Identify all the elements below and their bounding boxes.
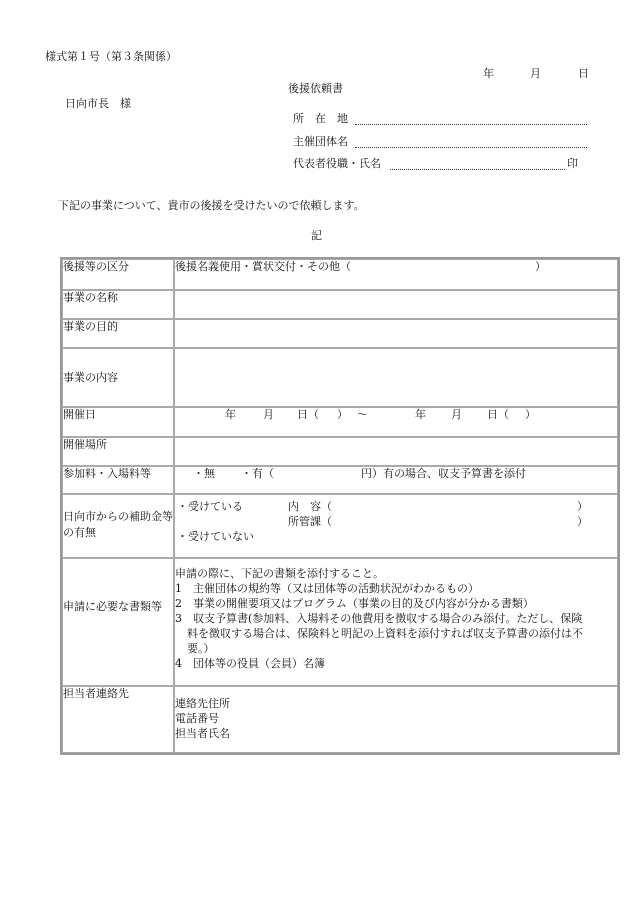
form-number: 様式第１号（第３条関係）	[45, 50, 177, 63]
subsidy-close2: ）	[577, 515, 588, 528]
documents-item-3: 3 収支予算書(参加料、入場料その他費用を徴収する場合のみ添付。ただし、保険	[175, 612, 583, 625]
category-label: 後援等の区分	[62, 259, 174, 290]
date-c1: ）	[337, 408, 348, 421]
subsidy-value	[174, 494, 618, 558]
date-month: 月	[530, 67, 541, 80]
table-row-category	[62, 259, 618, 290]
date-m2: 月	[451, 408, 462, 421]
event-name-label: 事業の名称	[62, 290, 174, 319]
date-y2: 年	[415, 408, 426, 421]
org-name-label: 主催団体名	[293, 135, 348, 148]
subsidy-label: 日向市からの補助金等の有無	[62, 494, 174, 558]
event-purpose-label: 事業の目的	[62, 319, 174, 348]
date-tilde: ～	[357, 408, 368, 421]
subsidy-dept: 所管課（	[288, 515, 332, 528]
page-title: 後援依頼書	[288, 82, 343, 95]
date-d1: 日（	[297, 408, 319, 421]
documents-item-1: 1 主催団体の規約等（又は団体等の活動状況がわかるもの）	[175, 582, 479, 595]
table-row-venue	[62, 437, 618, 466]
fee-yen-note: 円）有の場合、収支予算書を添付	[361, 467, 526, 480]
org-name-line	[355, 147, 587, 148]
subsidy-content: 内 容（	[288, 500, 332, 513]
request-table	[60, 257, 620, 755]
table-row-documents	[62, 558, 618, 686]
table-row-purpose	[62, 319, 618, 348]
category-options: 後援名義使用・賞状交付・その他（	[175, 260, 351, 273]
representative-label: 代表者役職・氏名	[293, 157, 381, 170]
table-row-contact	[62, 686, 618, 753]
documents-intro: 申請の際に、下記の書類を添付すること。	[175, 567, 384, 580]
subsidy-close1: ）	[577, 500, 588, 513]
documents-item-3-end: 要。）	[187, 642, 215, 655]
event-name-value	[174, 290, 618, 319]
date-day: 日	[578, 67, 589, 80]
representative-line	[390, 169, 565, 170]
addressee: 日向市長 様	[65, 97, 131, 110]
event-date-value	[174, 407, 618, 437]
category-close: ）	[535, 260, 546, 273]
table-row-date	[62, 407, 618, 437]
fee-label: 参加料・入場料等	[62, 466, 174, 494]
event-content-value	[174, 348, 618, 407]
date-d2: 日（	[487, 408, 509, 421]
contact-address: 連絡先住所	[175, 697, 230, 710]
subsidy-not-receiving: ・受けていない	[177, 530, 254, 543]
documents-item-2: 2 事業の開催要項又はプログラム（事業の目的及び内容が分かる書類）	[175, 597, 534, 610]
table-row-content	[62, 348, 618, 407]
contact-name: 担当者氏名	[175, 727, 230, 740]
ki-heading: 記	[311, 229, 322, 242]
address-line	[355, 124, 587, 125]
subsidy-receiving: ・受けている	[177, 500, 243, 513]
event-date-label: 開催日	[62, 407, 174, 437]
fee-yes: ・有（	[241, 467, 274, 480]
date-c2: ）	[525, 408, 536, 421]
documents-value	[174, 558, 618, 686]
fee-none: ・無	[193, 467, 215, 480]
table-row-subsidy	[62, 494, 618, 558]
documents-item-4: 4 団体等の役員（会員）名簿	[175, 657, 325, 670]
documents-item-3-cont: 料を徴収する場合は、保険料と明記の上資料を添付すれば収支予算書の添付は不	[187, 627, 583, 640]
table-row-name	[62, 290, 618, 319]
date-y1: 年	[225, 408, 236, 421]
venue-label: 開催場所	[62, 437, 174, 466]
documents-label: 申請に必要な書類等	[62, 558, 174, 686]
contact-value	[174, 686, 618, 753]
seal-mark: 印	[567, 157, 578, 170]
venue-value	[174, 437, 618, 466]
contact-phone: 電話番号	[175, 712, 219, 725]
intro-text: 下記の事業について、貴市の後援を受けたいので依頼します。	[58, 199, 365, 212]
fee-value	[174, 466, 618, 494]
contact-label: 担当者連絡先	[62, 686, 174, 753]
address-label: 所 在 地	[293, 112, 348, 125]
event-content-label: 事業の内容	[62, 348, 174, 407]
category-value	[174, 259, 618, 290]
table-row-fee	[62, 466, 618, 494]
date-year: 年	[483, 67, 494, 80]
date-m1: 月	[263, 408, 274, 421]
event-purpose-value	[174, 319, 618, 348]
